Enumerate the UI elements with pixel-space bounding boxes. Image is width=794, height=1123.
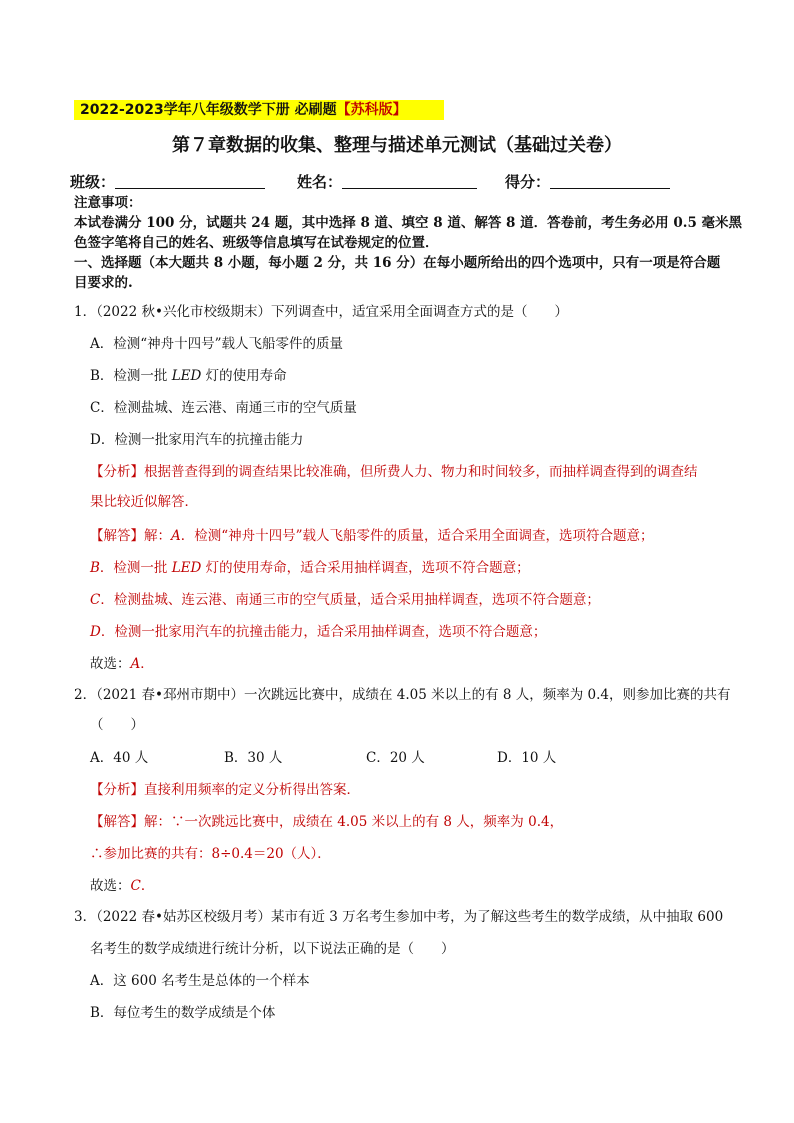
answer-text: ．检测“神舟十四号”载人飞船零件的质量，适合采用全面调查，选项符合题意；: [180, 528, 654, 544]
option-a: A．检测“神舟十四号”载人飞船零件的质量: [90, 336, 344, 352]
question-stem: 名考生的数学成绩进行统计分析，以下说法正确的是（ ）: [90, 941, 455, 957]
notes-line: 色签字笔将自己的姓名、班级等信息填写在试卷规定的位置．: [74, 235, 439, 251]
score-blank[interactable]: [550, 174, 670, 189]
answer-text: ．检测一批家用汽车的抗撞击能力，适合采用抽样调查，选项不符合题意；: [100, 624, 547, 640]
option-a: A．40 人: [90, 750, 149, 766]
analysis-text: 果比较近似解答．: [90, 494, 198, 510]
score-label: 得分：: [505, 173, 551, 191]
choice-label: 故选：: [90, 656, 131, 672]
score-field[interactable]: [505, 172, 670, 192]
answer-text: LED: [171, 560, 202, 576]
answer-text: 解：: [144, 528, 171, 544]
option-c: C．检测盐城、连云港、南通三市的空气质量: [90, 400, 357, 416]
answer: [90, 812, 563, 832]
answer-text: 解：: [144, 814, 171, 830]
option-text: 灯的使用寿命: [201, 368, 287, 384]
answer-text: B: [90, 560, 100, 576]
class-field[interactable]: [70, 172, 265, 192]
choice-value: C: [130, 878, 141, 894]
class-label: 班级：: [70, 173, 116, 191]
answer-tag: 【解答】: [90, 528, 144, 544]
series-text: 2022-2023学年八年级数学下册 必刷题: [80, 102, 337, 118]
name-field[interactable]: [297, 172, 477, 192]
question-stem: 3．（2022 春•姑苏区校级月考）某市有近 3 万名考生参加中考，为了解这些考生的数学成绩，从中抽取 600: [74, 909, 724, 925]
class-blank[interactable]: [115, 174, 265, 189]
analysis-text: 根据普查得到的调查结果比较准确，但所费人力、物力和时间较多，而抽样调查得到的调查结: [144, 464, 698, 480]
option-b: B．每位考生的数学成绩是个体: [90, 1005, 276, 1021]
option-d: D．10 人: [497, 750, 557, 766]
answer-line: [90, 590, 600, 610]
answer-text: 灯的使用寿命，适合采用抽样调查，选项不符合题意；: [201, 560, 530, 576]
section-heading: 一、选择题（本大题共 8 小题，每小题 2 分，共 16 分）在每小题所给出的四个选项中，只有一项是符合题: [74, 255, 721, 271]
final-choice: [90, 876, 154, 896]
answer-line: ∴参加比赛的共有：8÷0.4＝20（人）．: [90, 846, 331, 862]
choice-label: 故选：: [90, 878, 131, 894]
answer: [90, 526, 654, 546]
analysis-tag: 【分析】: [90, 782, 144, 798]
choice-value: A: [130, 656, 141, 672]
answer-text: ∵一次跳远比赛中，成绩在 4.05 米以上的有 8 人，频率为 0.4，: [171, 814, 564, 830]
option-text: B．检测一批: [90, 368, 172, 384]
analysis-tag: 【分析】: [90, 464, 144, 480]
answer-text: ．检测一批: [99, 560, 172, 576]
option-text: LED: [171, 368, 202, 384]
name-label: 姓名：: [297, 173, 343, 191]
answer-text: ．检测盐城、连云港、南通三市的空气质量，适合采用抽样调查，选项不符合题意；: [100, 592, 600, 608]
choice-text: ．: [140, 878, 155, 894]
answer-text: D: [90, 624, 101, 640]
analysis-text: 直接利用频率的定义分析得出答案．: [144, 782, 360, 798]
question-stem: 1．（2022 秋•兴化市校级期末）下列调查中，适宜采用全面调查方式的是（ ）: [74, 304, 568, 320]
answer-line: [90, 558, 530, 578]
question-stem: 2．（2021 春•邳州市期中）一次跳远比赛中，成绩在 4.05 米以上的有 8 人，频率为 0.4，则参加比赛的共有: [74, 687, 731, 703]
name-blank[interactable]: [342, 174, 477, 189]
option-b: [90, 366, 287, 386]
page-title: 第７章数据的收集、整理与描述单元测试（基础过关卷）: [172, 135, 622, 156]
question-stem: （ ）: [90, 717, 144, 733]
section-heading: 目要求的.: [74, 275, 133, 291]
final-choice: [90, 654, 154, 674]
option-d: D．检测一批家用汽车的抗撞击能力: [90, 432, 304, 448]
series-banner: [80, 100, 407, 120]
option-b: B．30 人: [224, 750, 283, 766]
answer-text: A: [171, 528, 181, 544]
option-a: A．这 600 名考生是总体的一个样本: [90, 973, 310, 989]
choice-text: ．: [140, 656, 154, 672]
option-c: C．20 人: [366, 750, 425, 766]
answer-tag: 【解答】: [90, 814, 144, 830]
analysis: [90, 462, 698, 482]
analysis: [90, 780, 360, 800]
answer-text: C: [90, 592, 101, 608]
notes-heading: 注意事项：: [74, 195, 142, 211]
notes-line: 本试卷满分 100 分，试题共 24 题，其中选择 8 道、填空 8 道、解答 8 道．答卷前，考生务必用 0.5 毫米黑: [74, 215, 743, 231]
edition-text: 【苏科版】: [336, 102, 407, 118]
answer-line: [90, 622, 546, 642]
